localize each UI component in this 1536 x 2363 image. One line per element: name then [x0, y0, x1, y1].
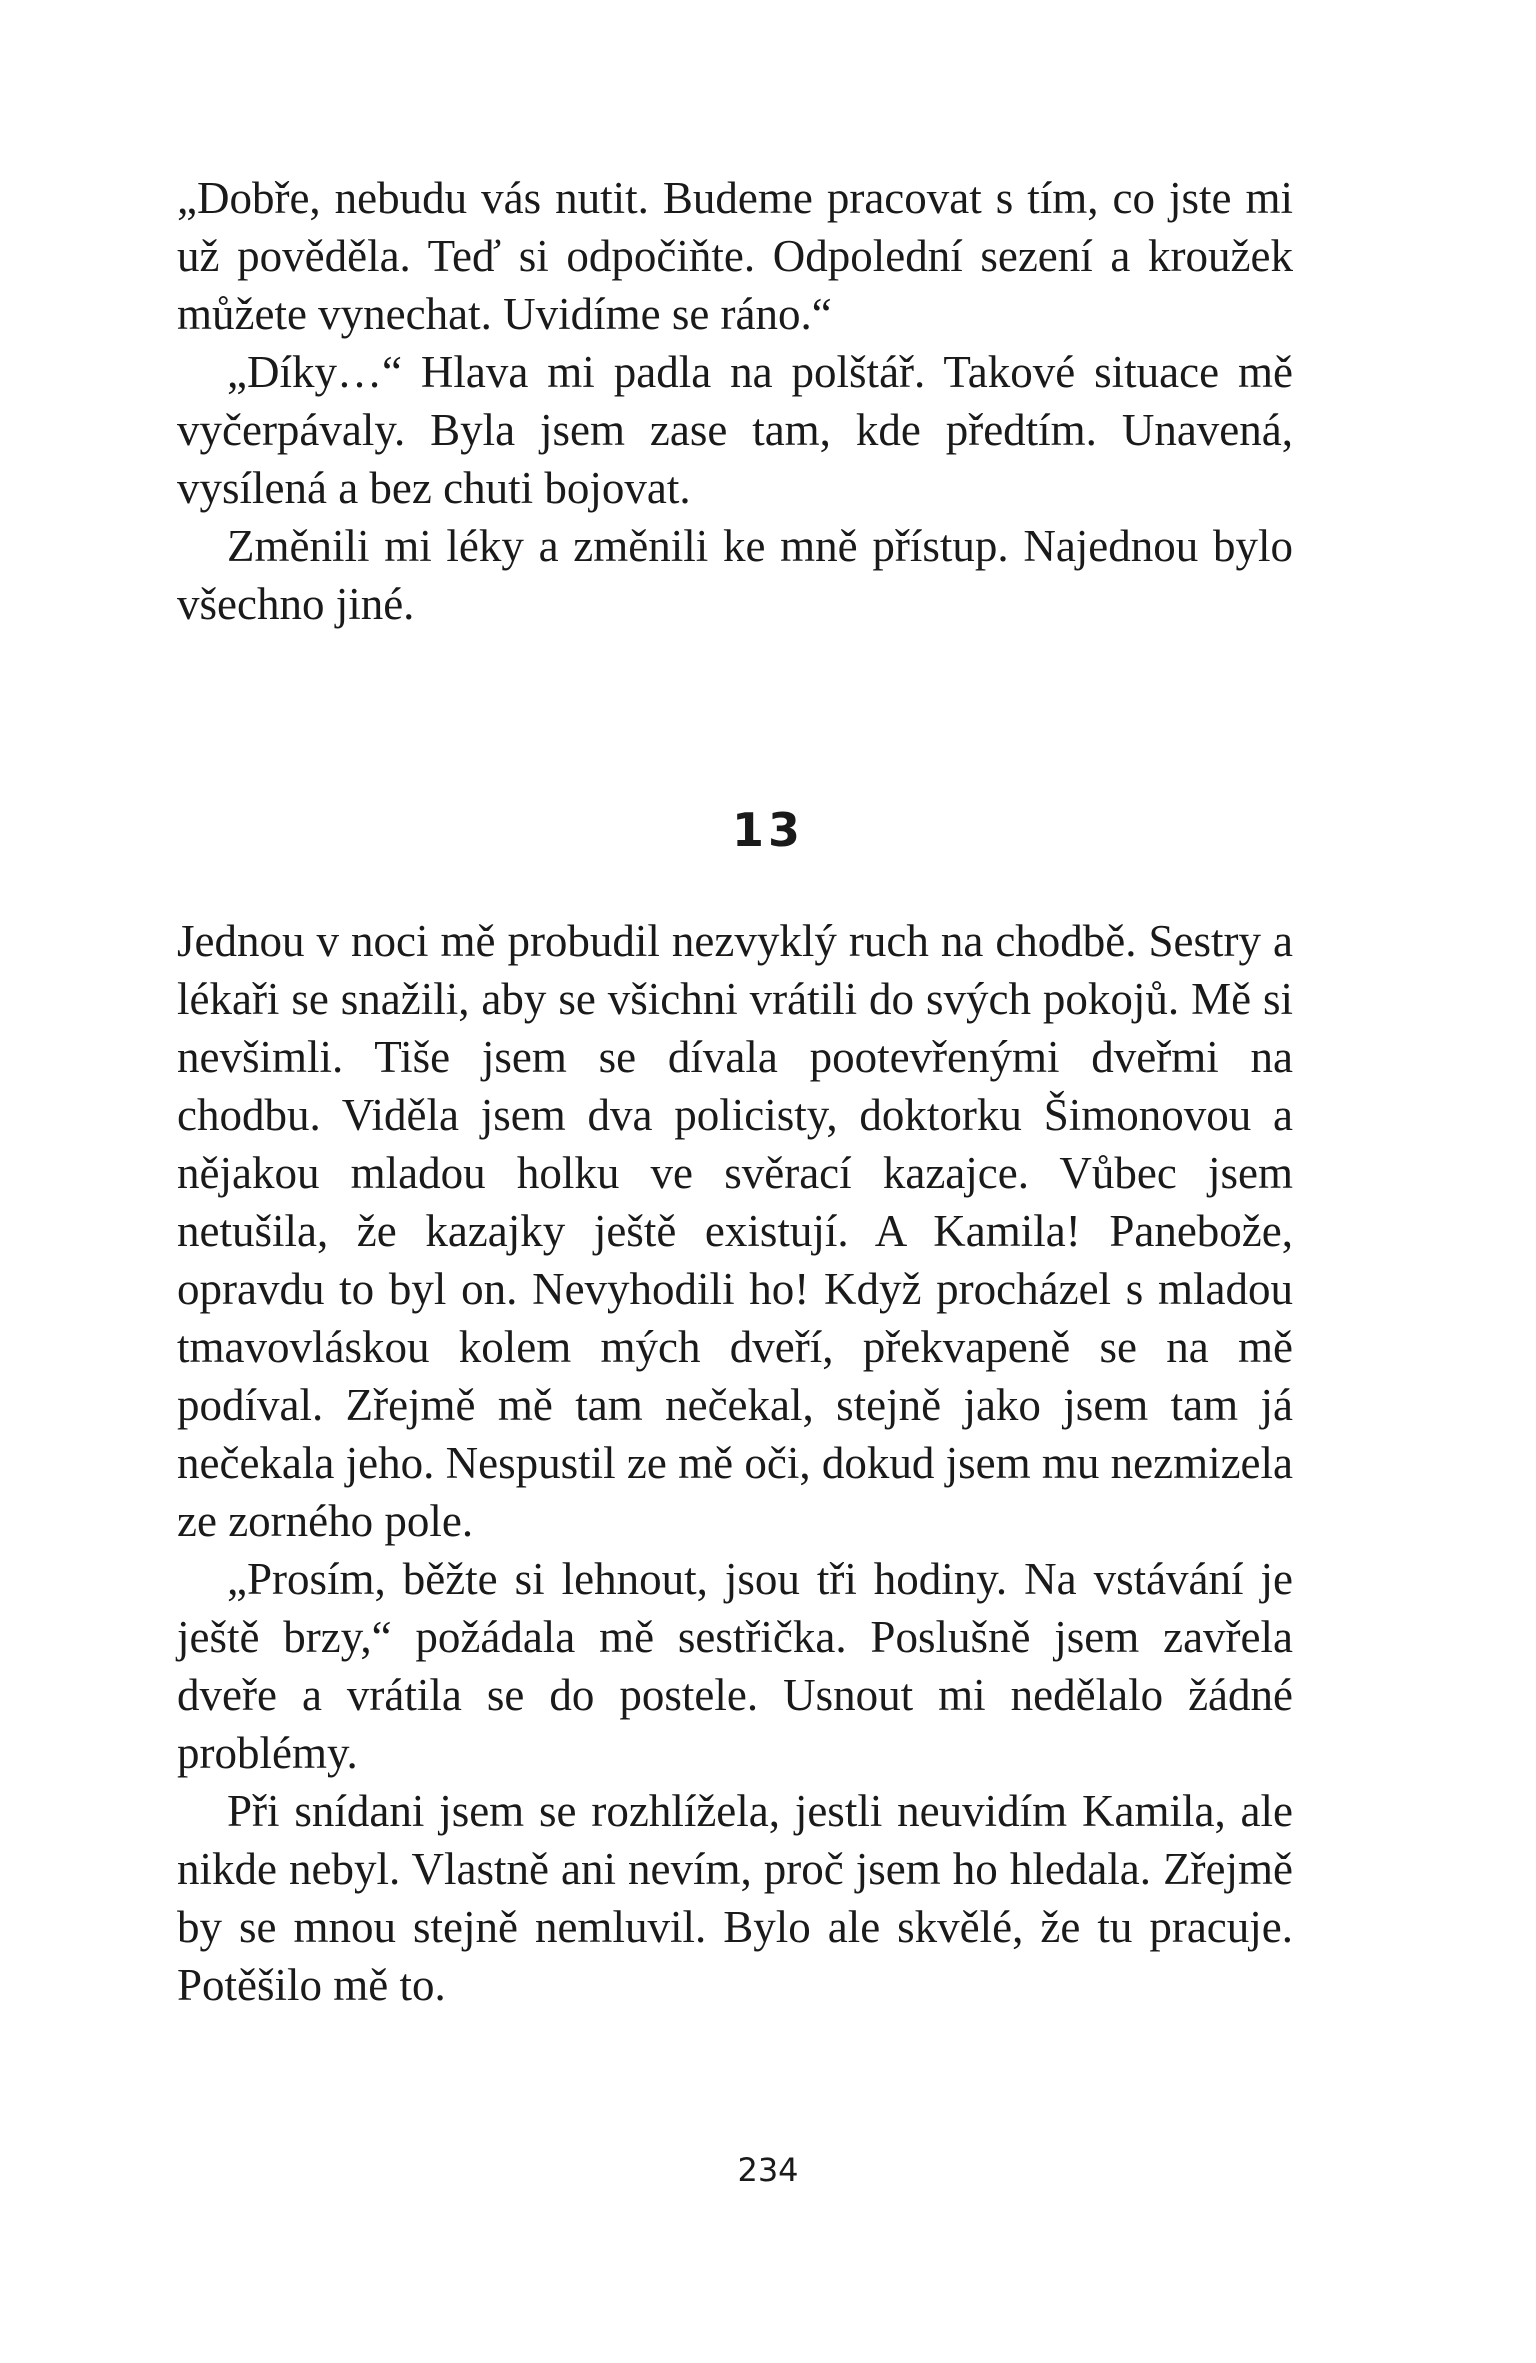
paragraph: Jednou v noci mě probudil nezvyklý ruch na chodbě. Sestry a lékaři se snažili, aby se všichni vrátili do svých pokojů. Mě si nevšimli. Tiše jsem se dívala pootevřenými dveřmi na chodbu. Viděla jsem dva policisty, doktorku Šimonovou a nějakou mladou holku ve svěrací kazajce. Vůbec jsem netušila, že kazajky ještě existují. A Kamila! Panebože, opravdu to byl on. Nevyhodili ho! Když procházel s mladou tmavovláskou kolem mých dveří, překvapeně se na mě podíval. Zřejmě mě tam nečekal, stejně jako jsem tam já nečekala jeho. Nespustil ze mě oči, dokud jsem mu nezmizela ze zorného pole.: [177, 916, 1293, 1546]
paragraph: „Díky…“ Hlava mi padla na polštář. Takové situace mě vyčerpávaly. Byla jsem zase tam, kde předtím. Unavená, vysílená a bez chuti bojovat.: [177, 347, 1293, 513]
text-block-previous-chapter: [177, 169, 1293, 633]
paragraph: „Prosím, běžte si lehnout, jsou tři hodiny. Na vstávání je ještě brzy,“ požádala mě sestřička. Poslušně jsem zavřela dveře a vrátila se do postele. Usnout mi nedělalo žádné problémy.: [177, 1554, 1293, 1778]
paragraph: Při snídani jsem se rozhlížela, jestli neuvidím Kamila, ale nikde nebyl. Vlastně ani nevím, proč jsem ho hledala. Zřejmě by se mnou stejně nemluvil. Bylo ale skvělé, že tu pracuje. Potěšilo mě to.: [177, 1786, 1293, 2010]
chapter-heading: 13: [731, 803, 804, 857]
paragraph: Změnili mi léky a změnili ke mně přístup. Najednou bylo všechno jiné.: [177, 521, 1293, 629]
page-number: 234: [737, 2151, 799, 2189]
text-block-chapter: [177, 912, 1293, 2014]
paragraph: „Dobře, nebudu vás nutit. Budeme pracovat s tím, co jste mi už pověděla. Teď si odpočiňte. Odpolední sezení a kroužek můžete vynechat. Uvidíme se ráno.“: [177, 173, 1293, 339]
